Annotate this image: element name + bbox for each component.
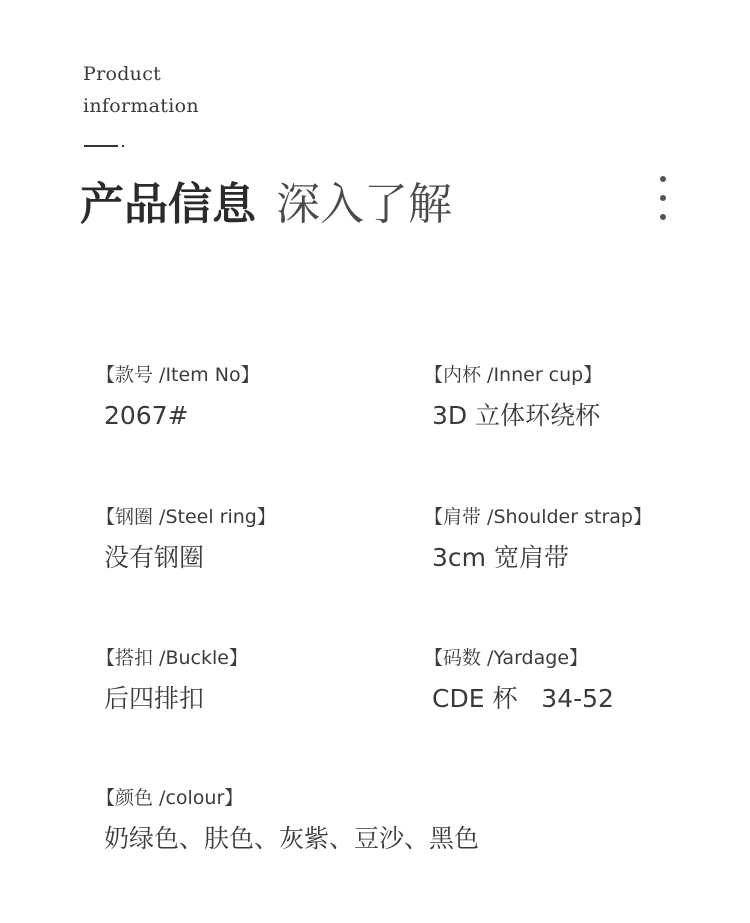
spec-value: 后四排扣 <box>104 684 205 713</box>
section-eyebrow <box>83 58 199 122</box>
spec-label: 【颜色 /colour】 <box>96 787 244 809</box>
spec-value: 3D 立体环绕杯 <box>432 401 601 430</box>
spec-label: 【钢圈 /Steel ring】 <box>96 506 276 528</box>
page-title-main: 产品信息 <box>80 179 256 230</box>
page-title <box>80 176 452 234</box>
spec-value: 3cm 宽肩带 <box>432 543 569 572</box>
spec-label: 【内杯 /Inner cup】 <box>424 364 603 386</box>
spec-label: 【码数 /Yardage】 <box>424 647 589 669</box>
spec-label: 【款号 /Item No】 <box>96 364 260 386</box>
spec-steel-ring <box>96 504 276 574</box>
more-vertical-icon <box>655 174 671 226</box>
spec-colour <box>96 785 479 855</box>
spec-value: 奶绿色、肤色、灰紫、豆沙、黑色 <box>104 824 480 853</box>
section-divider-dot <box>122 145 124 147</box>
eyebrow-line-product: Product <box>83 63 162 85</box>
section-divider <box>84 145 118 147</box>
spec-label: 【肩带 /Shoulder strap】 <box>424 506 652 528</box>
spec-value: 没有钢圈 <box>104 543 205 572</box>
spec-shoulder-strap <box>424 504 652 574</box>
spec-label: 【搭扣 /Buckle】 <box>96 647 248 669</box>
spec-value: 2067# <box>104 401 189 430</box>
eyebrow-line-information: information <box>83 95 199 117</box>
page-title-sub: 深入了解 <box>276 179 452 230</box>
spec-item-number <box>96 362 260 432</box>
spec-yardage <box>424 645 614 715</box>
spec-value: CDE 杯 34-52 <box>432 684 614 713</box>
spec-inner-cup <box>424 362 602 432</box>
spec-buckle <box>96 645 248 715</box>
